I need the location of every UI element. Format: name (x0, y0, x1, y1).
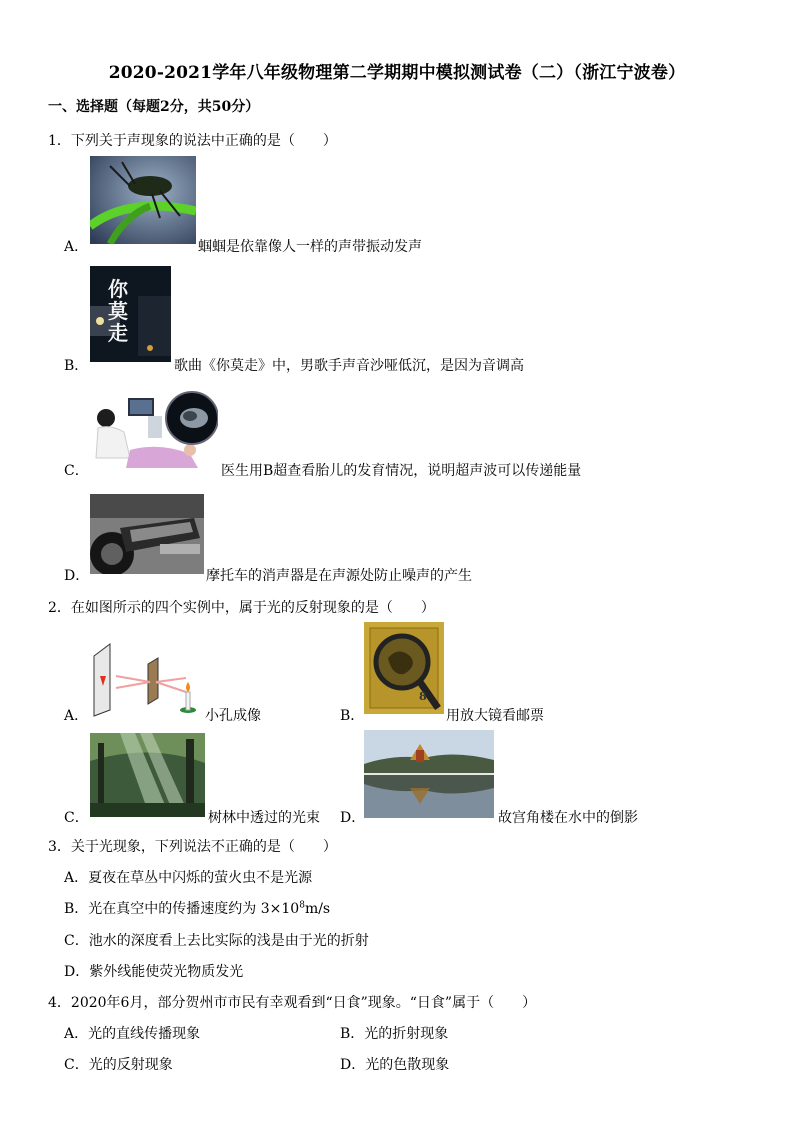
q2-option-a-text: 小孔成像 (205, 708, 261, 724)
q1-option-b-letter: B． (64, 358, 89, 374)
q3-option-b-exponent: 8 (299, 900, 305, 911)
q3-option-d: D．紫外线能使荧光物质发光 (64, 964, 244, 980)
q4-option-d: D．光的色散现象 (340, 1057, 450, 1073)
pinhole-imaging-image (90, 636, 202, 718)
q2-option-b-text: 用放大镜看邮票 (446, 708, 544, 724)
q1-option-c-letter: C． (64, 463, 89, 479)
motorcycle-muffler-image (90, 494, 204, 574)
q3-option-b-unit: m/s (304, 901, 331, 917)
q3-option-b (64, 898, 330, 918)
song-cover-image (90, 266, 171, 362)
magnifier-stamp-image (364, 622, 444, 714)
q1-option-b-text: 歌曲《你莫走》中，男歌手声音沙哑低沉，是因为音调高 (174, 358, 524, 374)
grasshopper-image (90, 156, 196, 244)
q2-option-d-text: 故宫角楼在水中的倒影 (498, 810, 638, 826)
q3-option-a: A．夏夜在草丛中闪烁的萤火虫不是光源 (64, 870, 313, 886)
forest-light-beams-image (90, 733, 205, 817)
q3-option-c: C．池水的深度看上去比实际的浅是由于光的折射 (64, 933, 369, 949)
q4-option-a: A．光的直线传播现象 (64, 1026, 201, 1042)
q1-option-d-letter: D． (64, 568, 90, 584)
q3-option-b-text: B．光在真空中的传播速度约为 3×10 (64, 901, 300, 917)
question-2-stem: 2．在如图所示的四个实例中，属于光的反射现象的是（ ） (48, 600, 435, 616)
question-3-stem: 3．关于光现象，下列说法不正确的是（ ） (48, 839, 337, 855)
q2-option-d-letter: D． (340, 810, 366, 826)
question-1-stem: 1．下列关于声现象的说法中正确的是（ ） (48, 133, 337, 149)
q4-option-c: C．光的反射现象 (64, 1057, 173, 1073)
song-cover-title: 你莫走 (108, 277, 128, 345)
q2-option-a-letter: A． (64, 708, 89, 724)
q1-option-c-text: 医生用B超查看胎儿的发育情况，说明超声波可以传递能量 (221, 463, 582, 479)
palace-reflection-image (364, 730, 494, 818)
q1-option-a-letter: A． (64, 239, 89, 255)
section-heading: 一、选择题（每题2分，共50分） (48, 99, 260, 115)
page-title: 2020-2021学年八年级物理第二学期期中模拟测试卷（二）（浙江宁波卷） (108, 63, 686, 83)
q2-option-c-text: 树林中透过的光束 (208, 810, 320, 826)
question-4-stem: 4．2020年6月，部分贺州市市民有幸观看到“日食”现象。“日食”属于（ ） (48, 995, 537, 1011)
q2-option-c-letter: C． (64, 810, 89, 826)
q1-option-a-text: 蝈蝈是依靠像人一样的声带振动发声 (198, 239, 422, 255)
q2-option-b-letter: B． (340, 708, 365, 724)
q1-option-d-text: 摩托车的消声器是在声源处防止噪声的产生 (206, 568, 472, 584)
q4-option-b: B．光的折射现象 (340, 1026, 449, 1042)
ultrasound-image (90, 388, 218, 474)
stamp-value: 8 (419, 690, 427, 703)
